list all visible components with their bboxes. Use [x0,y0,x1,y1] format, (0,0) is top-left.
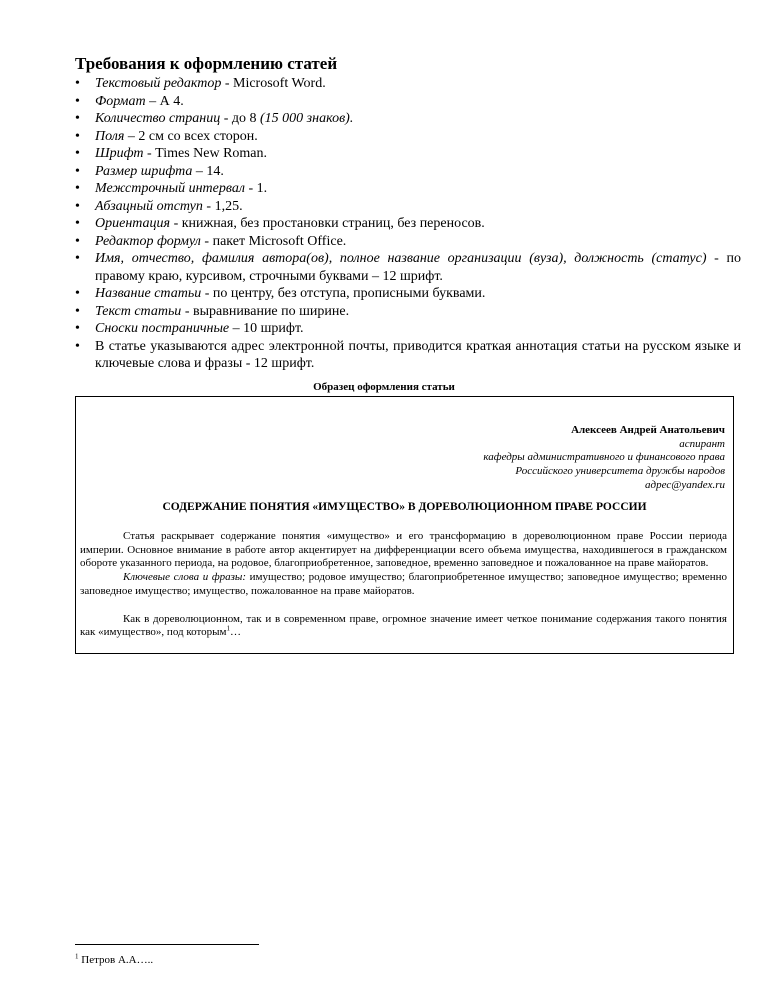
requirement-separator: – [229,321,244,336]
requirement-item [75,180,741,198]
requirement-value: 1,25. [214,198,243,214]
requirement-value: по центру, без отступа, прописными буквами. [212,286,486,301]
requirement-item [75,163,741,181]
requirement-label: Редактор формул [95,233,201,249]
body-ellipsis: … [230,626,242,639]
requirement-value: 14. [206,163,224,179]
footnote-reference[interactable]: 1 [226,624,231,633]
requirement-value: 1. [256,181,268,196]
requirement-separator: - [200,233,213,249]
footnote-mark: 1 [75,952,79,961]
requirement-item [75,128,741,146]
requirement-value: Microsoft Word. [233,76,326,91]
footnote-separator [75,944,259,945]
requirement-value: В статье указываются адрес электронной почты, приводится краткая аннотация статьи на русском языке и ключевые слова и фразы - 12 шрифт. [95,338,741,371]
requirement-value: книжная, без простановки страниц, без переносов. [181,216,485,231]
requirement-label: Межстрочный интервал [95,181,245,196]
requirement-label: Формат [95,93,146,109]
requirement-item [75,285,741,303]
requirement-item [75,303,741,321]
page-title: Требования к оформлению статей [75,54,338,73]
requirement-label: Имя, отчество, фамилия автора(ов), полное название организации (вуза), должность (статус) [95,251,707,266]
body-paragraph [80,613,727,640]
requirements-list [75,75,741,373]
requirement-item [75,215,741,233]
author-block [483,424,725,493]
requirement-separator: – [145,93,160,109]
keywords-paragraph [80,571,727,598]
requirement-value: - по правому краю, курсивом, строчными буквами – 12 шрифт. [95,251,742,284]
body-text: Как в дореволюционном, так и в современном праве, огромное значение имеет четкое понимание содержания такого понятия как «имущество», под которым [80,612,727,639]
requirement-separator: - [201,286,213,301]
requirement-label: Шрифт [95,146,144,161]
article-title: СОДЕРЖАНИЕ ПОНЯТИЯ «ИМУЩЕСТВО» В ДОРЕВОЛЮЦИОННОМ ПРАВЕ РОССИИ [162,501,647,513]
requirement-item [75,338,741,373]
requirement-separator: - [181,303,193,319]
requirement-label: Абзацный отступ [95,198,203,214]
sample-title: Образец оформления статьи [313,381,455,393]
requirement-value: пакет Microsoft Office. [212,233,347,249]
requirement-value: А 4. [159,93,184,109]
requirement-separator: - [143,146,156,161]
requirement-separator: - [170,216,182,231]
requirement-label: Количество страниц [95,111,221,126]
requirement-separator: – [124,128,139,144]
requirement-label: Текст статьи [95,303,182,319]
requirement-item [75,320,741,338]
requirement-item [75,198,741,216]
author-email: адрес@yandex.ru [645,478,725,491]
requirement-item [75,93,741,111]
requirement-label: Текстовый редактор [95,76,222,91]
author-department: кафедры административного и финансового права [483,451,725,464]
requirement-label: Ориентация [95,216,171,231]
requirement-label: Название статьи [95,286,202,301]
requirement-separator: - [220,111,232,126]
requirement-separator: - [221,76,233,91]
requirement-value: 10 шрифт. [243,321,304,336]
footnote-text: Петров А.А….. [78,954,154,966]
requirement-item [75,110,741,128]
author-name: Алексеев Андрей Анатольевич [571,424,725,436]
requirement-label: Сноски постраничные [95,321,230,336]
author-status: аспирант [679,437,725,450]
article-body [80,530,727,640]
requirement-value: до 8 [231,111,261,126]
requirement-item [75,233,741,251]
footnote [75,954,153,966]
keywords-label: Ключевые слова и фразы: [123,571,247,584]
requirement-item [75,250,741,285]
requirement-value-note: (15 000 знаков). [260,111,354,126]
requirement-value: Times New Roman. [155,146,268,161]
requirement-value: выравнивание по ширине. [192,303,350,319]
abstract-paragraph: Статья раскрывает содержание понятия «имущество» и его трансформацию в дореволюционном праве России периода империи. Основное внимание в работе автор акцентирует на дифференциации всего объема имущества, находившегося в гражданском обороте указанного периода, на родовое, благоприобретенное, заповедное, временно заповедное и пожалованное на праве майоратов. [80,530,727,570]
requirement-label: Поля [95,128,125,144]
requirement-separator: - [202,198,215,214]
requirement-separator: – [192,163,207,179]
requirement-label: Размер шрифта [95,163,193,179]
requirement-separator: - [244,181,257,196]
requirement-item [75,145,741,163]
keywords-text: имущество; родовое имущество; благоприобретенное имущество; заповедное имущество; временно заповедное имущество; имущество, пожалованное на праве майоратов. [80,571,727,597]
author-university: Российского университета дружбы народов [515,465,725,478]
requirement-value: 2 см со всех сторон. [138,128,258,144]
requirement-item [75,75,741,93]
sample-article-box [75,396,734,654]
